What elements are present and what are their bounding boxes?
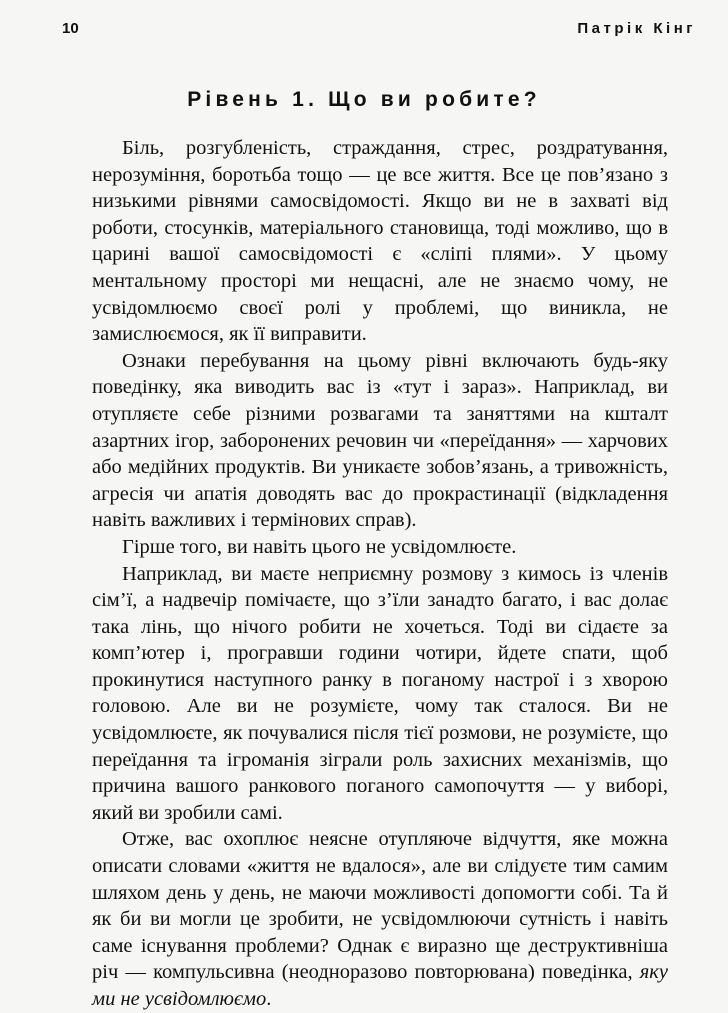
- paragraph: [92, 826, 668, 1012]
- paragraph-text: Отже, вас охоплює неясне отупляюче відчуття, яке можна описати словами «життя не вдалося», але ви слідуєте тим самим шляхом день у день, не маючи можливості допомогти собі. Та й як би ви могли це зробити, не усвідомлюючи сутність і навіть саме існування проблеми? Однак є виразно ще деструктивніша річ — компульсивна (неодноразово повторювана) поведінка,: [92, 828, 668, 984]
- paragraph: Біль, розгубленість, страждання, стрес, роздратування, нерозуміння, боротьба тощо — це все життя. Все це пов’язано з низькими рівнями самосвідомості. Якщо ви не в захваті від роботи, стосунків, матеріального становища, тоді можливо, що в царині вашої самосвідомості є «сліпі плями». У цьому ментальному просторі ми нещасні, але не знаємо чому, не усвідомлюємо своєї ролі у проблемі, що виникла, не замислюємося, як її виправити.: [92, 137, 668, 346]
- paragraph: Гірше того, ви навіть цього не усвідомлюєте.: [122, 535, 517, 558]
- chapter-title: Рівень 1. Що ви робите?: [187, 88, 541, 111]
- body-text: [92, 135, 668, 1013]
- paragraph: Ознаки перебування на цьому рівні включають будь-яку поведінку, яка виводить вас із «тут і зараз». Наприклад, ви отупляєте себе різними розвагами та заняттями на кшталт азартних ігор, заборонених речовин чи «переїдання» — харчових або медійних продуктів. Ви уникаєте зобов’язань, а тривожність, агресія чи апатія доводять вас до прокрастинації (відкладення навіть важливих і термінових справ).: [92, 349, 668, 532]
- emphasized-phrase: яку ми не усвідомлюємо: [92, 961, 668, 1010]
- paragraph: Наприклад, ви маєте неприємну розмову з кимось із членів сім’ї, а надвечір помічаєте, що з’їли занадто багато, і вас долає така лінь, що нічого робити не хочеться. Тоді ви сідаєте за комп’ютер і, програвши години чотири, йдете спати, щоб прокинутися наступного ранку в поганому настрої і з хворою головою. Але ви не розумієте, чому так сталося. Ви не усвідомлюєте, як почувалися після тієї розмови, не розумієте, що переїдання та ігроманія зіграли роль захисних механізмів, що причина вашого ранкового поганого самопочуття — у виборі, який ви зробили самі.: [92, 562, 668, 824]
- paragraph-ending: .: [266, 988, 272, 1010]
- running-header-author: Патрік Кінг: [577, 20, 696, 37]
- page-number: 10: [62, 20, 79, 37]
- running-header: [62, 20, 696, 44]
